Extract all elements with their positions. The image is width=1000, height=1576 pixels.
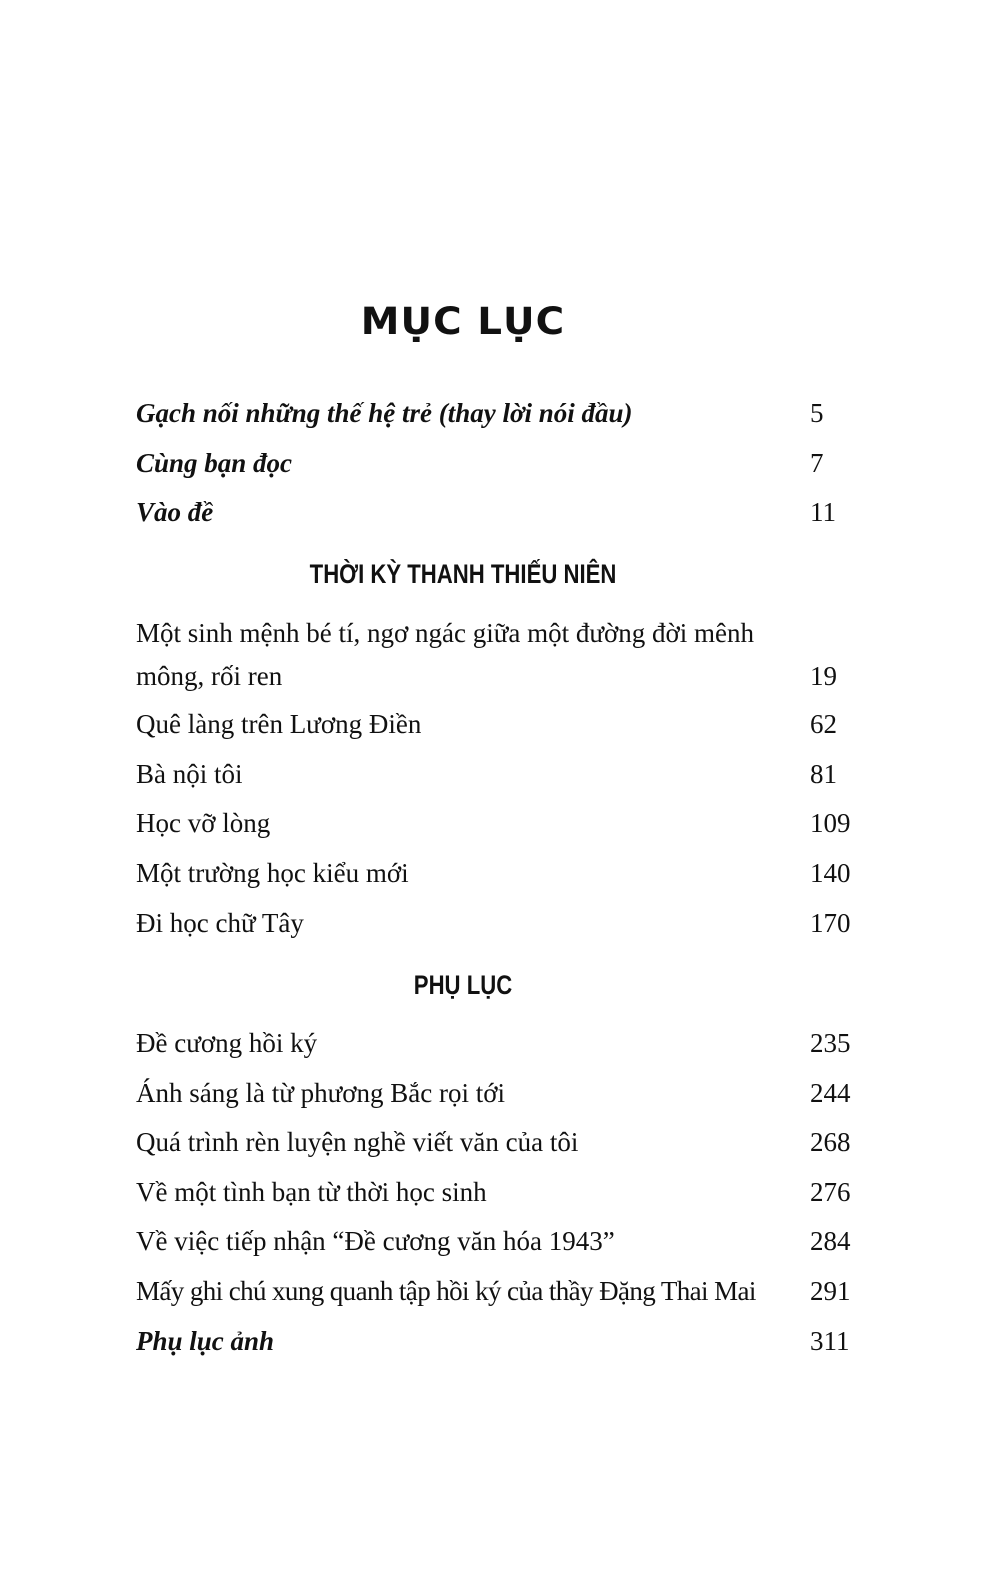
section-heading-text: PHỤ LỤC: [413, 970, 513, 1000]
toc-entry-page: 268: [810, 1127, 851, 1157]
toc-entry-page: 7: [810, 448, 824, 478]
toc-entry-page: 140: [810, 858, 851, 888]
toc-entry: [136, 1320, 848, 1363]
toc-entry-title: Cùng bạn đọc: [136, 448, 293, 478]
toc-entry: [136, 1022, 851, 1065]
toc-entry-page: 170: [810, 908, 851, 938]
toc-entry-title: Bà nội tôi: [136, 759, 243, 789]
toc-entry-page: 276: [810, 1177, 851, 1207]
toc-entry: [136, 491, 848, 534]
toc-entry: [136, 902, 851, 945]
toc-entry-title: Vào đề: [136, 497, 214, 527]
toc-entry: [136, 1220, 851, 1263]
section-heading-text: THỜI KỲ THANH THIẾU NIÊN: [309, 559, 617, 589]
page-title: MỤC LỤC: [360, 300, 566, 343]
toc-entry: [136, 852, 851, 895]
toc-entry-title: Một sinh mệnh bé tí, ngơ ngác giữa một đường đời mênh mông, rối ren: [136, 618, 755, 691]
toc-entry-page: 109: [810, 808, 851, 838]
toc-entry: [136, 1072, 851, 1115]
toc-entry-title: Một trường học kiểu mới: [136, 858, 409, 888]
toc-entry-title: Ánh sáng là từ phương Bắc rọi tới: [136, 1078, 506, 1108]
toc-entry-title: Phụ lục ảnh: [136, 1326, 275, 1356]
toc-entry-title: Về một tình bạn từ thời học sinh: [136, 1177, 487, 1207]
toc-entry-title: Mấy ghi chú xung quanh tập hồi ký của thầy Đặng Thai Mai: [136, 1276, 756, 1306]
toc-entry-title: Quê làng trên Lương Điền: [136, 709, 422, 739]
toc-entry-title: Đề cương hồi ký: [136, 1028, 318, 1058]
toc-entry: [136, 1121, 851, 1164]
toc-entry: [136, 753, 848, 796]
toc-entry-page: 284: [810, 1226, 851, 1256]
toc-entry-page: 81: [810, 759, 837, 789]
toc-entry-title: Quá trình rèn luyện nghề viết văn của tôi: [136, 1127, 579, 1157]
toc-entry-page: 291: [810, 1276, 851, 1306]
toc-entry-page: 5: [810, 398, 824, 428]
toc-entry: [136, 703, 848, 746]
toc-entry-title: Gạch nối những thế hệ trẻ (thay lời nói đầu): [136, 398, 633, 428]
section-heading: [0, 965, 926, 1005]
toc-entry-page: 235: [810, 1028, 851, 1058]
toc-entry-title: Học vỡ lòng: [136, 808, 271, 838]
toc-entry-title: Về việc tiếp nhận “Đề cương văn hóa 1943”: [136, 1226, 615, 1256]
toc-entry: [136, 392, 848, 435]
toc-entry-title: Đi học chữ Tây: [136, 908, 304, 938]
section-heading: [0, 554, 926, 594]
toc-entry: [136, 1171, 851, 1214]
toc-entry-page: 62: [810, 709, 837, 739]
toc-entry-page: 19: [810, 661, 837, 691]
toc-entry: [136, 612, 848, 698]
toc-entry-page: 311: [810, 1326, 850, 1356]
toc-entry: [136, 1270, 851, 1313]
toc-entry-page: 244: [810, 1078, 851, 1108]
toc-entry: [136, 442, 848, 485]
toc-entry: [136, 802, 851, 845]
toc-entry-page: 11: [810, 497, 836, 527]
